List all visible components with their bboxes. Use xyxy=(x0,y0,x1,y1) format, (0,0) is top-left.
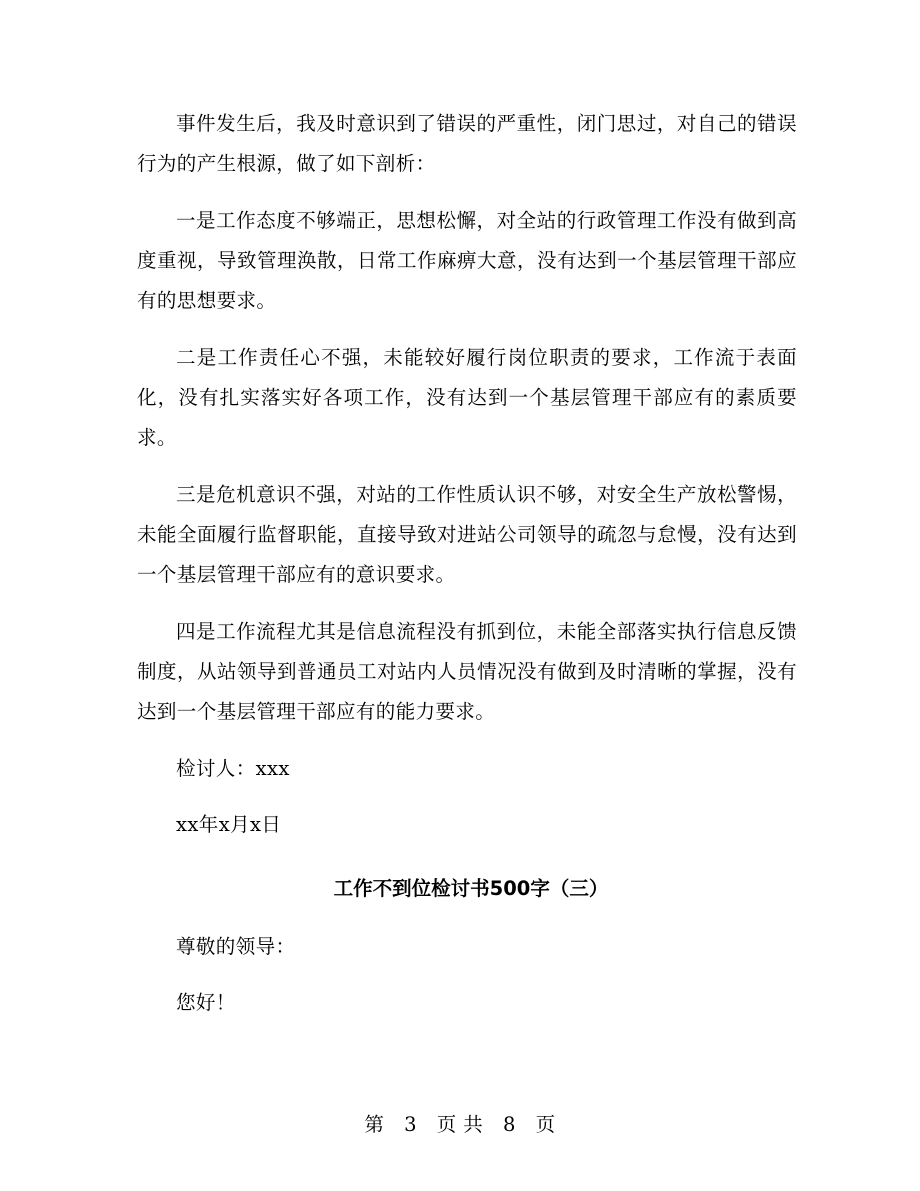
section-title: 工作不到位检讨书500字（三） xyxy=(333,877,609,900)
signature-author: 检讨人：xxx xyxy=(176,757,290,780)
footer-suffix: 页 xyxy=(535,1113,556,1136)
paragraph-point-four: 四是工作流程尤其是信息流程没有抓到位，未能全部落实执行信息反馈制度，从站领导到普通员工对站内人员情况没有做到及时清晰的掌握，没有达到一个基层管理干部应有的能力要求。 xyxy=(137,620,797,723)
paragraph-point-three: 三是危机意识不强，对站的工作性质认识不够，对安全生产放松警惕，未能全面履行监督职能，直接导致对进站公司领导的疏忽与怠慢，没有达到一个基层管理干部应有的意识要求。 xyxy=(137,483,797,586)
footer-middle: 页 共 xyxy=(436,1113,484,1136)
footer-total-pages: 8 xyxy=(503,1113,516,1136)
greeting: 您好！ xyxy=(176,991,236,1014)
document-body xyxy=(137,104,797,1039)
footer-current-page: 3 xyxy=(404,1113,417,1136)
footer-prefix: 第 xyxy=(364,1113,385,1136)
page-footer xyxy=(0,1110,920,1140)
signature-date: xx年x月x日 xyxy=(176,813,282,836)
paragraph-point-one: 一是工作态度不够端正，思想松懈，对全站的行政管理工作没有做到高度重视，导致管理涣散，日常工作麻痹大意，没有达到一个基层管理干部应有的思想要求。 xyxy=(137,209,797,312)
paragraph-analysis-intro: 事件发生后，我及时意识到了错误的严重性，闭门思过，对自己的错误行为的产生根源，做了如下剖析： xyxy=(137,112,797,175)
salutation: 尊敬的领导： xyxy=(176,935,296,958)
paragraph-point-two: 二是工作责任心不强，未能较好履行岗位职责的要求，工作流于表面化，没有扎实落实好各项工作，没有达到一个基层管理干部应有的素质要求。 xyxy=(137,346,797,449)
